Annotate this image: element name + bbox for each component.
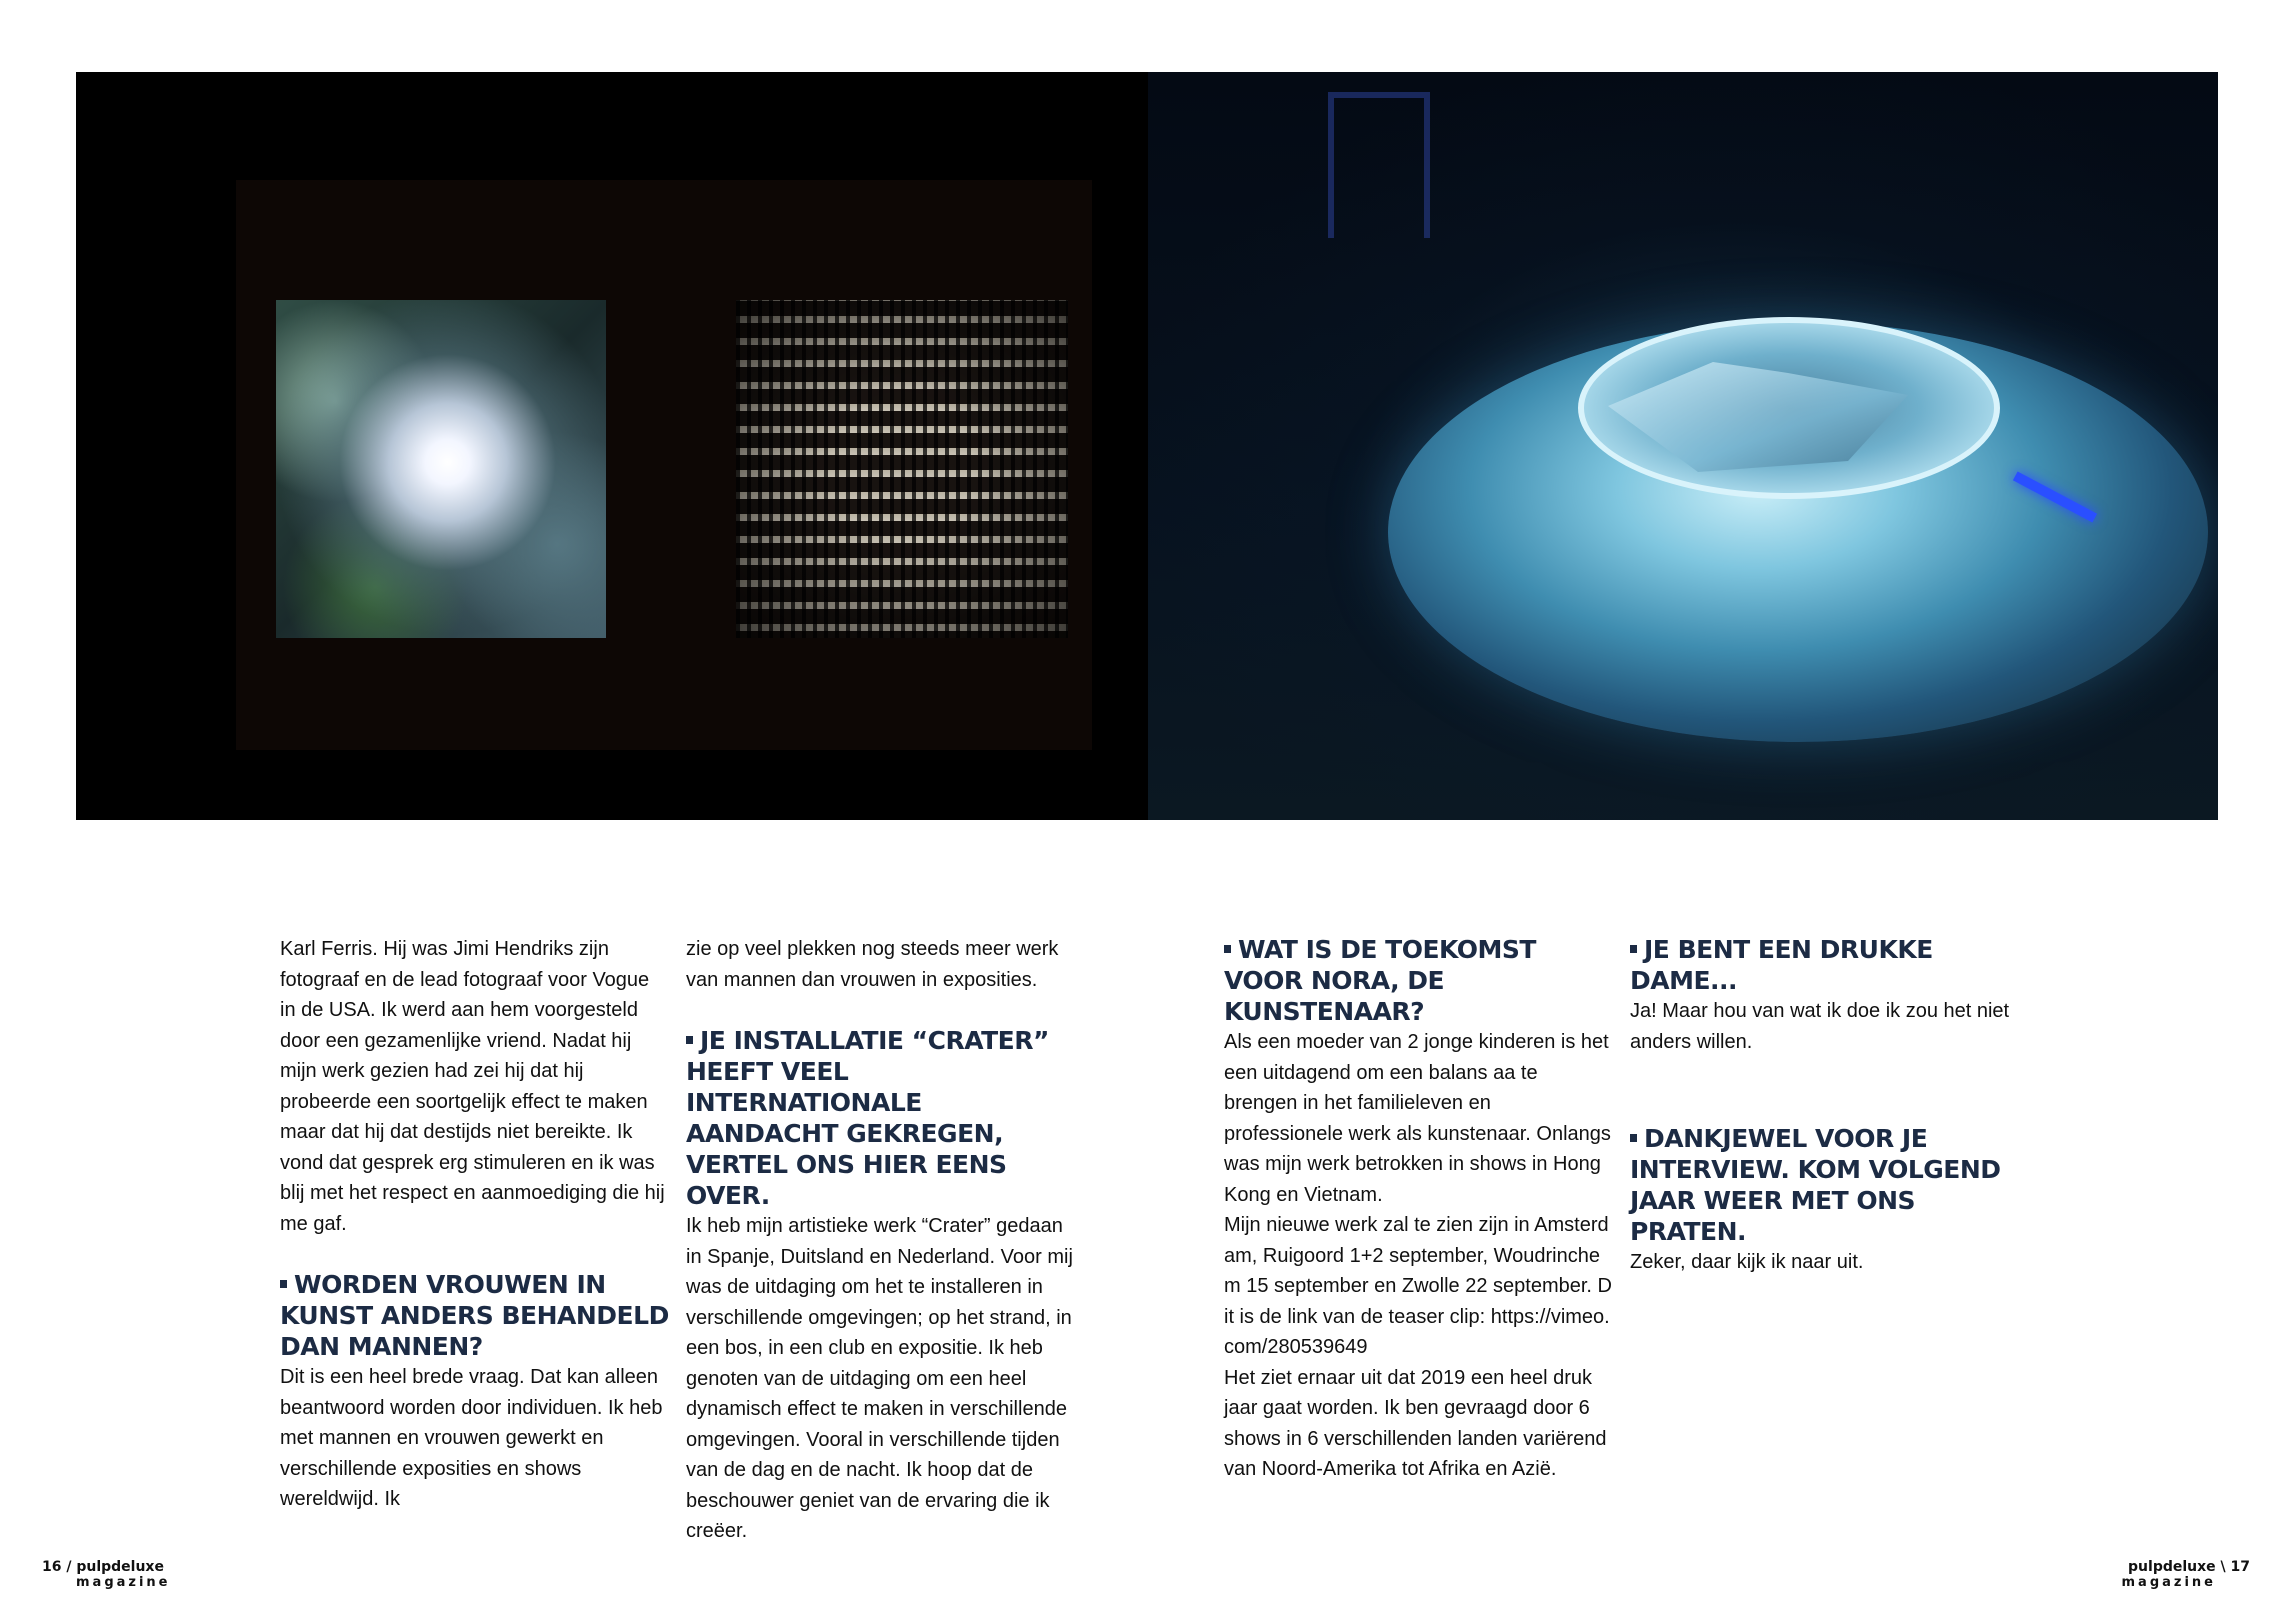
article-column-1 (280, 934, 670, 1515)
artwork-frame (236, 180, 1092, 750)
body-text: Mijn nieuwe werk zal te zien zijn in Amsterdam, Ruigoord 1+2 september, Woudrinchem 15 september en Zwolle 22 september. Dit is de link van de teaser clip: https://vimeo.com/280539649 (1224, 1214, 1612, 1358)
question-heading: WORDEN VROUWEN IN KUNST ANDERS BEHANDELD DAN MANNEN? (280, 1270, 669, 1361)
magazine-label: magazine (76, 1575, 171, 1590)
bullet-icon (1630, 1134, 1637, 1142)
question-heading: JE INSTALLATIE “CRATER” HEEFT VEEL INTERNATIONALE AANDACHT GEKREGEN, VERTEL ONS HIER EENS OVER. (686, 1026, 1049, 1210)
question-heading: WAT IS DE TOEKOMST VOOR NORA, DE KUNSTENAAR? (1224, 935, 1536, 1026)
magazine-label: magazine (2121, 1575, 2216, 1590)
background-chair (1328, 92, 1430, 238)
artwork-panel-grid (736, 300, 1068, 638)
body-text: Zeker, daar kijk ik naar uit. (1630, 1251, 1864, 1273)
body-text: zie op veel plekken nog steeds meer werk van mannen dan vrouwen in exposities. (686, 938, 1059, 991)
question-heading: DANKJEWEL VOOR JE INTERVIEW. KOM VOLGEND JAAR WEER MET ONS PRATEN. (1630, 1124, 2001, 1246)
crater-installation-photo (1148, 72, 2218, 820)
body-text: Ik heb mijn artistieke werk “Crater” gedaan in Spanje, Duitsland en Nederland. Voor mij was de uitdaging om het te installeren in verschillende omgevingen; op het strand, in een bos, in een club en expositie. Ik heb genoten van de uitdaging om een heel dynamisch effect te maken in verschillende omgevingen. Vooral in verschillende tijden van de dag en de nacht. Ik hoop dat de beschouwer geniet van de ervaring die ik creëer. (686, 1215, 1073, 1542)
page-number-text: pulpdeluxe \ 17 (2128, 1559, 2250, 1575)
body-text: Ja! Maar hou van wat ik doe ik zou het niet anders willen. (1630, 1000, 2010, 1053)
artwork-panel-light (276, 300, 606, 638)
page-number-right (2122, 1560, 2251, 1590)
body-text: Het ziet ernaar uit dat 2019 een heel druk jaar gaat worden. Ik ben gevraagd door 6 shows in 6 verschillenden landen variërend van Noord-Amerika tot Afrika en Azië. (1224, 1366, 1607, 1480)
hero-photo-spread (76, 72, 2218, 820)
page-number-text: 16 / pulpdeluxe (42, 1559, 164, 1575)
article-column-3 (1224, 934, 1614, 1485)
bullet-icon (686, 1036, 693, 1044)
body-text: Als een moeder van 2 jonge kinderen is het een uitdagend om een balans aa te brengen in het familieleven en professionele werk als kunstenaar. Onlangs was mijn werk betrokken in shows in Hong Kong en Vietnam. (1224, 1031, 1611, 1206)
article-column-2 (686, 934, 1076, 1547)
body-text: Karl Ferris. Hij was Jimi Hendriks zijn fotograaf en de lead fotograaf voor Vogue in de USA. Ik werd aan hem voorgesteld door een gezamenlijke vriend. Nadat hij mijn werk gezien had zei hij dat hij probeerde een soortgelijk effect te maken maar dat hij dat destijds niet bereikte. Ik vond dat gesprek erg stimuleren en ik was blij met het respect en aanmoediging die hij me gaf. (280, 938, 665, 1235)
bullet-icon (1630, 945, 1637, 953)
bullet-icon (1224, 945, 1231, 953)
bullet-icon (280, 1280, 287, 1288)
article-column-4 (1630, 934, 2020, 1278)
body-text: Dit is een heel brede vraag. Dat kan alleen beantwoord worden door individuen. Ik heb met mannen en vrouwen gewerkt en verschillende exposities en shows wereldwijd. Ik (280, 1366, 663, 1510)
page-number-left (42, 1560, 171, 1590)
artwork-photo-left (76, 72, 1148, 820)
question-heading: JE BENT EEN DRUKKE DAME... (1630, 935, 1933, 995)
